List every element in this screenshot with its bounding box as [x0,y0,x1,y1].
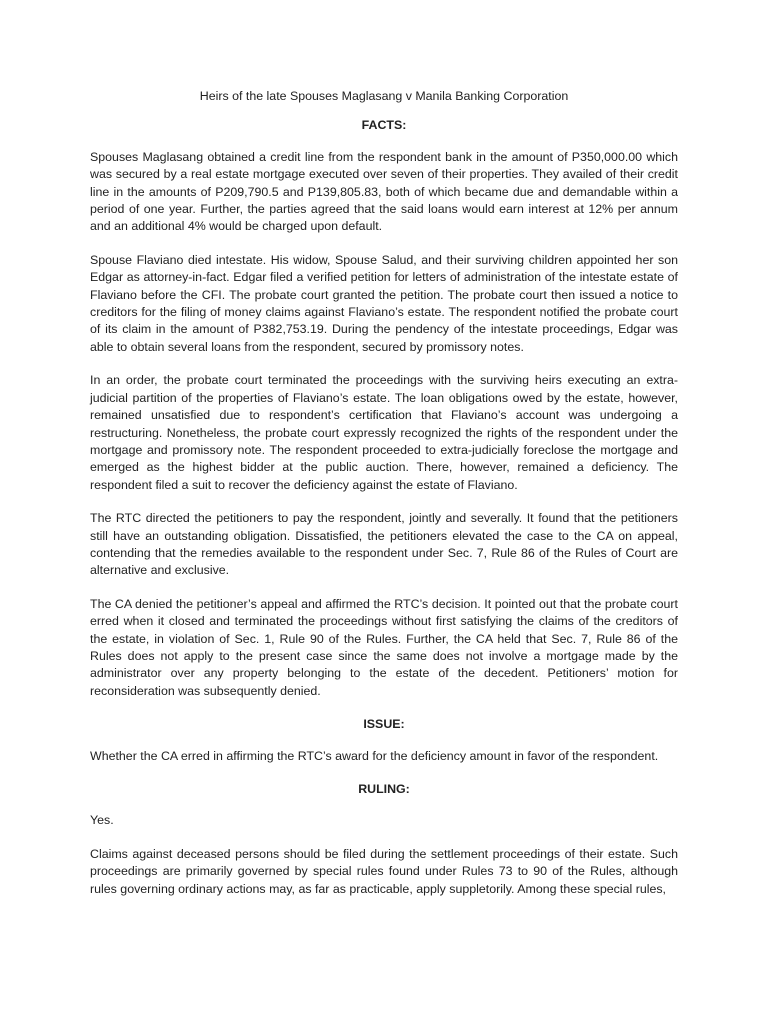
facts-paragraph-2: Spouse Flaviano died intestate. His widow, Spouse Salud, and their surviving children appointed her son Edgar as attorney-in-fact. Edgar filed a verified petition for letters of administration of the intestate estate of Flaviano before the CFI. The probate court granted the petition. The probate court then issued a notice to creditors for the filing of money claims against Flaviano’s estate. The respondent notified the probate court of its claim in the amount of P382,753.19. During the pendency of the intestate proceedings, Edgar was able to obtain several loans from the respondent, secured by promissory notes. [90,252,678,354]
ruling-answer: Yes. [90,813,114,828]
facts-paragraph-5: The CA denied the petitioner’s appeal and affirmed the RTC’s decision. It pointed out that the probate court erred when it closed and terminated the proceedings without first satisfying the claims of the creditors of the estate, in violation of Sec. 1, Rule 90 of the Rules. Further, the CA held that Sec. 7, Rule 86 of the Rules does not apply to the present case since the same does not involve a mortgage made by the administrator over any property belonging to the estate of the decedent. Petitioners’ motion for reconsideration was subsequently denied. [90,596,678,698]
ruling-heading: RULING: [358,782,410,796]
ruling-text: Claims against deceased persons should be filed during the settlement proceedings of their estate. Such proceedings are primarily governed by special rules found under Rules 73 to 90 of the Rules, although rules governing ordinary actions may, as far as practicable, apply suppletorily. Among these special rules, [90,846,678,896]
document-title: Heirs of the late Spouses Maglasang v Manila Banking Corporation [199,89,569,103]
facts-paragraph-1: Spouses Maglasang obtained a credit line from the respondent bank in the amount of P350,000.00 which was secured by a real estate mortgage executed over seven of their properties. They availed of their credit line in the amounts of P209,790.5 and P139,805.83, both of which became due and demandable within a period of one year. Further, the parties agreed that the said loans would earn interest at 12% per annum and an additional 4% would be charged upon default. [90,149,678,234]
facts-paragraph-3: In an order, the probate court terminated the proceedings with the surviving heirs executing an extra-judicial partition of the properties of Flaviano’s estate. The loan obligations owed by the estate, however, remained unsatisfied due to respondent’s certification that Flaviano’s account was undergoing a restructuring. Nonetheless, the probate court expressly recognized the rights of the respondent under the mortgage and promissory note. The respondent proceeded to extra-judicially foreclose the mortgage and emerged as the highest bidder at the public auction. There, however, remained a deficiency. The respondent filed a suit to recover the deficiency against the estate of Flaviano. [90,373,678,492]
facts-heading: FACTS: [361,118,407,133]
facts-paragraph-4: The RTC directed the petitioners to pay the respondent, jointly and severally. It found that the petitioners still have an outstanding obligation. Dissatisfied, the petitioners elevated the case to the CA on appeal, contending that the remedies available to the respondent under Sec. 7, Rule 86 of the Rules of Court are alternative and exclusive. [90,511,678,578]
issue-text: Whether the CA erred in affirming the RTC’s award for the deficiency amount in favor of the respondent. [90,748,659,763]
issue-heading: ISSUE: [363,717,405,732]
